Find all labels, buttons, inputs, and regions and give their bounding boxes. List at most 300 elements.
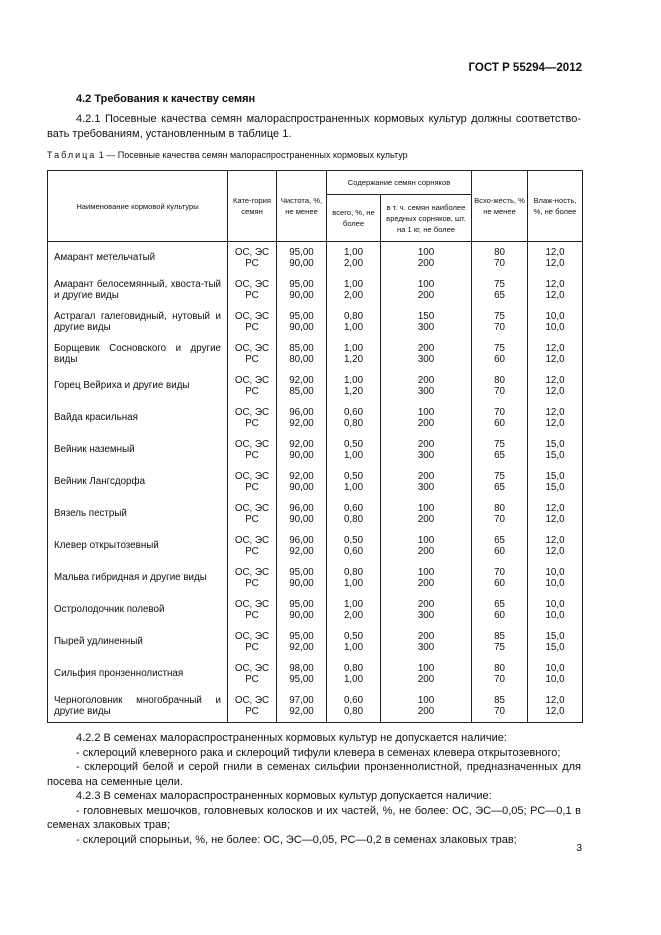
moisture-cell-value: 12,0 <box>545 290 565 301</box>
germination-cell-value: 60 <box>494 578 505 589</box>
category-cell-value: РС <box>245 386 259 397</box>
purity-cell <box>277 434 327 466</box>
purity-cell <box>277 626 327 658</box>
weeds-total-cell-value: 1,00 <box>343 482 364 493</box>
moisture-cell <box>528 690 583 723</box>
germination-cell-value: 75 <box>494 470 505 482</box>
purity-cell-value: 95,00 <box>289 630 314 642</box>
moisture-cell-value: 10,0 <box>545 566 565 578</box>
crop-name-cell: Вейник Лангсдорфа <box>48 466 228 498</box>
moisture-cell-value: 12,0 <box>545 354 565 365</box>
category-cell-value: РС <box>245 450 259 461</box>
germination-cell <box>472 690 528 723</box>
weeds-harmful-cell-value: 100 <box>417 662 435 674</box>
category-cell-value: РС <box>245 514 259 525</box>
weeds-total-cell <box>327 530 381 562</box>
intro-paragraph: 4.2.1 Посевные качества семян малораспространенных кормовых культур должны соответство-вать требованиям, установленным в таблице 1. <box>47 113 581 140</box>
category-cell <box>228 594 277 626</box>
weeds-harmful-cell <box>381 626 472 658</box>
germination-cell-value: 65 <box>494 290 505 301</box>
weeds-total-cell-value: 1,00 <box>343 674 364 685</box>
weeds-total-cell <box>327 242 381 275</box>
purity-cell-value: 80,00 <box>289 354 314 365</box>
purity-cell-value: 85,00 <box>289 386 314 397</box>
germination-cell-value: 65 <box>494 450 505 461</box>
moisture-cell-value: 12,0 <box>545 258 565 269</box>
purity-cell-value: 96,00 <box>289 502 314 514</box>
weeds-total-cell <box>327 434 381 466</box>
germination-cell-value: 70 <box>494 386 505 397</box>
moisture-cell-value: 10,0 <box>545 598 565 610</box>
weeds-harmful-cell-value: 100 <box>417 246 435 258</box>
category-cell-value: ОС, ЭС <box>234 278 270 290</box>
weeds-total-cell <box>327 594 381 626</box>
weeds-total-cell-value: 0,80 <box>343 706 364 717</box>
weeds-harmful-cell <box>381 466 472 498</box>
crop-name-cell: Борщевик Сосновского и другие виды <box>48 338 228 370</box>
weeds-total-cell-value: 1,00 <box>343 322 364 333</box>
section-title: 4.2 Требования к качеству семян <box>76 93 256 105</box>
weeds-harmful-cell-value: 100 <box>417 534 435 546</box>
moisture-cell-value: 15,0 <box>545 630 565 642</box>
weeds-total-cell <box>327 466 381 498</box>
crop-name-cell: Сильфия пронзеннолистная <box>48 658 228 690</box>
germination-cell <box>472 562 528 594</box>
requirement-paragraph: 4.2.3 В семенах малораспространенных кормовых культур допускается наличие: <box>76 790 492 802</box>
seed-quality-table <box>47 170 583 723</box>
germination-cell-value: 70 <box>494 674 505 685</box>
weeds-total-cell <box>327 498 381 530</box>
category-cell-value: РС <box>245 322 259 333</box>
purity-cell-value: 95,00 <box>289 598 314 610</box>
crop-name-cell: Пырей удлиненный <box>48 626 228 658</box>
category-cell-value: РС <box>245 290 259 301</box>
weeds-total-cell-value: 1,00 <box>343 598 364 610</box>
purity-cell <box>277 594 327 626</box>
weeds-harmful-cell-value: 100 <box>417 502 435 514</box>
category-cell <box>228 658 277 690</box>
germination-cell <box>472 626 528 658</box>
weeds-harmful-cell <box>381 242 472 275</box>
moisture-cell-value: 12,0 <box>545 246 565 258</box>
weeds-total-cell-value: 1,00 <box>343 450 364 461</box>
moisture-cell-value: 12,0 <box>545 406 565 418</box>
table-row <box>48 242 583 275</box>
purity-cell <box>277 530 327 562</box>
germination-cell-value: 70 <box>494 406 505 418</box>
purity-cell <box>277 562 327 594</box>
category-cell <box>228 626 277 658</box>
weeds-total-cell <box>327 370 381 402</box>
table-row <box>48 338 583 370</box>
purity-cell-value: 90,00 <box>289 578 314 589</box>
germination-cell <box>472 274 528 306</box>
weeds-harmful-cell-value: 200 <box>417 290 435 301</box>
crop-name-cell: Черноголовник многобрачный и другие виды <box>48 690 228 723</box>
purity-cell-value: 85,00 <box>289 342 314 354</box>
purity-cell-value: 92,00 <box>289 642 314 653</box>
germination-cell <box>472 658 528 690</box>
col-header-germination: Всхо-жесть, % не менее <box>472 171 528 242</box>
weeds-total-cell-value: 0,50 <box>343 438 364 450</box>
moisture-cell-value: 10,0 <box>545 322 565 333</box>
moisture-cell-value: 10,0 <box>545 610 565 621</box>
weeds-harmful-cell-value: 100 <box>417 406 435 418</box>
germination-cell-value: 60 <box>494 546 505 557</box>
table-caption-text: 1 — Посевные качества семян малораспространенных кормовых культур <box>96 150 408 160</box>
weeds-total-cell-value: 2,00 <box>343 258 364 269</box>
purity-cell-value: 92,00 <box>289 374 314 386</box>
moisture-cell-value: 10,0 <box>545 662 565 674</box>
category-cell-value: РС <box>245 546 259 557</box>
category-cell-value: ОС, ЭС <box>234 534 270 546</box>
weeds-total-cell <box>327 690 381 723</box>
category-cell-value: ОС, ЭС <box>234 470 270 482</box>
weeds-harmful-cell-value: 200 <box>417 342 435 354</box>
moisture-cell-value: 12,0 <box>545 546 565 557</box>
germination-cell <box>472 530 528 562</box>
weeds-total-cell <box>327 274 381 306</box>
category-cell <box>228 562 277 594</box>
moisture-cell-value: 12,0 <box>545 514 565 525</box>
purity-cell <box>277 498 327 530</box>
weeds-total-cell-value: 0,50 <box>343 630 364 642</box>
weeds-harmful-cell-value: 200 <box>417 418 435 429</box>
germination-cell-value: 70 <box>494 514 505 525</box>
weeds-total-cell <box>327 562 381 594</box>
weeds-harmful-cell-value: 100 <box>417 694 435 706</box>
weeds-harmful-cell-value: 300 <box>417 642 435 653</box>
category-cell <box>228 530 277 562</box>
purity-cell <box>277 466 327 498</box>
requirement-paragraph: 4.2.2 В семенах малораспространенных кормовых культур не допускается наличие: <box>76 732 507 744</box>
weeds-harmful-cell-value: 200 <box>417 578 435 589</box>
category-cell-value: РС <box>245 418 259 429</box>
category-cell-value: ОС, ЭС <box>234 374 270 386</box>
weeds-harmful-cell <box>381 306 472 338</box>
requirement-paragraph: - головневых мешочков, головневых колосков и их частей, %, не более: ОС, ЭС—0,05; РС—0,1 в семенах злаковых трав; <box>47 804 581 831</box>
moisture-cell <box>528 338 583 370</box>
weeds-total-cell <box>327 626 381 658</box>
weeds-harmful-cell-value: 200 <box>417 630 435 642</box>
category-cell <box>228 690 277 723</box>
moisture-cell-value: 12,0 <box>545 278 565 290</box>
category-cell-value: РС <box>245 610 259 621</box>
category-cell-value: ОС, ЭС <box>234 630 270 642</box>
requirement-paragraph: - склероций белой и серой гнили в семенах сильфии пронзеннолистной, предназначенных для посева на семенные цели. <box>47 761 581 788</box>
germination-cell-value: 75 <box>494 342 505 354</box>
weeds-harmful-cell <box>381 370 472 402</box>
purity-cell-value: 90,00 <box>289 610 314 621</box>
weeds-total-cell-value: 1,20 <box>343 386 364 397</box>
moisture-cell-value: 10,0 <box>545 674 565 685</box>
moisture-cell <box>528 306 583 338</box>
germination-cell-value: 70 <box>494 258 505 269</box>
category-cell-value: РС <box>245 642 259 653</box>
purity-cell-value: 90,00 <box>289 482 314 493</box>
weeds-harmful-cell-value: 300 <box>417 322 435 333</box>
weeds-total-cell-value: 1,20 <box>343 354 364 365</box>
purity-cell-value: 92,00 <box>289 706 314 717</box>
moisture-cell-value: 15,0 <box>545 450 565 461</box>
purity-cell-value: 95,00 <box>289 566 314 578</box>
germination-cell <box>472 434 528 466</box>
weeds-harmful-cell <box>381 690 472 723</box>
germination-cell-value: 65 <box>494 534 505 546</box>
table-row <box>48 466 583 498</box>
table-row <box>48 658 583 690</box>
weeds-total-cell <box>327 338 381 370</box>
purity-cell-value: 97,00 <box>289 694 314 706</box>
crop-name-cell: Клевер открытозевный <box>48 530 228 562</box>
category-cell <box>228 274 277 306</box>
table-row <box>48 626 583 658</box>
purity-cell-value: 90,00 <box>289 450 314 461</box>
category-cell <box>228 466 277 498</box>
crop-name-cell: Амарант метельчатый <box>48 242 228 275</box>
weeds-total-cell <box>327 658 381 690</box>
purity-cell-value: 92,00 <box>289 470 314 482</box>
purity-cell-value: 90,00 <box>289 514 314 525</box>
crop-name-cell: Мальва гибридная и другие виды <box>48 562 228 594</box>
germination-cell-value: 70 <box>494 566 505 578</box>
germination-cell <box>472 306 528 338</box>
moisture-cell-value: 12,0 <box>545 534 565 546</box>
category-cell-value: ОС, ЭС <box>234 502 270 514</box>
crop-name-cell: Остролодочник полевой <box>48 594 228 626</box>
germination-cell-value: 80 <box>494 246 505 258</box>
germination-cell-value: 70 <box>494 322 505 333</box>
purity-cell <box>277 274 327 306</box>
germination-cell-value: 75 <box>494 310 505 322</box>
weeds-harmful-cell <box>381 338 472 370</box>
weeds-total-cell-value: 0,80 <box>343 662 364 674</box>
germination-cell-value: 85 <box>494 630 505 642</box>
weeds-harmful-cell-value: 300 <box>417 482 435 493</box>
crop-name-cell: Горец Вейриха и другие виды <box>48 370 228 402</box>
purity-cell-value: 92,00 <box>289 438 314 450</box>
germination-cell-value: 65 <box>494 482 505 493</box>
weeds-harmful-cell <box>381 658 472 690</box>
table-row <box>48 690 583 723</box>
moisture-cell <box>528 242 583 275</box>
weeds-harmful-cell <box>381 402 472 434</box>
category-cell-value: ОС, ЭС <box>234 662 270 674</box>
moisture-cell <box>528 498 583 530</box>
weeds-total-cell-value: 2,00 <box>343 610 364 621</box>
crop-name-cell: Астрагал галеговидный, нутовый и другие виды <box>48 306 228 338</box>
germination-cell-value: 70 <box>494 706 505 717</box>
col-header-name: Наименование кормовой культуры <box>48 171 228 242</box>
germination-cell <box>472 338 528 370</box>
moisture-cell-value: 12,0 <box>545 694 565 706</box>
germination-cell-value: 75 <box>494 642 505 653</box>
category-cell <box>228 498 277 530</box>
moisture-cell <box>528 466 583 498</box>
category-cell <box>228 434 277 466</box>
purity-cell-value: 95,00 <box>289 246 314 258</box>
weeds-harmful-cell-value: 200 <box>417 258 435 269</box>
crop-name-cell: Амарант белосемянный, хвоста-тый и другие виды <box>48 274 228 306</box>
category-cell-value: ОС, ЭС <box>234 694 270 706</box>
purity-cell-value: 96,00 <box>289 534 314 546</box>
category-cell <box>228 242 277 275</box>
category-cell <box>228 306 277 338</box>
purity-cell <box>277 306 327 338</box>
col-header-category: Кате-гория семян <box>228 171 277 242</box>
weeds-total-cell-value: 0,50 <box>343 470 364 482</box>
table-row <box>48 306 583 338</box>
category-cell-value: ОС, ЭС <box>234 246 270 258</box>
table-row <box>48 562 583 594</box>
category-cell-value: РС <box>245 578 259 589</box>
weeds-total-cell-value: 1,00 <box>343 374 364 386</box>
category-cell-value: РС <box>245 482 259 493</box>
table-caption-label: Таблица <box>47 150 97 160</box>
moisture-cell-value: 12,0 <box>545 374 565 386</box>
weeds-harmful-cell-value: 200 <box>417 374 435 386</box>
weeds-total-cell-value: 0,80 <box>343 310 364 322</box>
purity-cell-value: 95,00 <box>289 278 314 290</box>
table-row <box>48 402 583 434</box>
category-cell-value: РС <box>245 706 259 717</box>
weeds-total-cell-value: 0,60 <box>343 502 364 514</box>
germination-cell-value: 60 <box>494 418 505 429</box>
requirements-text <box>47 731 581 847</box>
crop-name-cell: Вязель пестрый <box>48 498 228 530</box>
purity-cell-value: 90,00 <box>289 258 314 269</box>
moisture-cell <box>528 530 583 562</box>
table-row <box>48 434 583 466</box>
germination-cell <box>472 370 528 402</box>
standard-header: ГОСТ Р 55294—2012 <box>468 62 582 74</box>
germination-cell-value: 60 <box>494 610 505 621</box>
weeds-harmful-cell <box>381 274 472 306</box>
category-cell-value: РС <box>245 258 259 269</box>
table-row <box>48 498 583 530</box>
category-cell-value: ОС, ЭС <box>234 566 270 578</box>
col-header-weeds-group: Содержание семян сорняков <box>327 171 472 195</box>
col-header-purity: Чистота, %, не менее <box>277 171 327 242</box>
weeds-harmful-cell-value: 100 <box>417 278 435 290</box>
weeds-harmful-cell-value: 200 <box>417 438 435 450</box>
purity-cell-value: 98,00 <box>289 662 314 674</box>
weeds-total-cell-value: 1,00 <box>343 278 364 290</box>
category-cell-value: ОС, ЭС <box>234 406 270 418</box>
purity-cell <box>277 690 327 723</box>
weeds-harmful-cell-value: 300 <box>417 610 435 621</box>
germination-cell-value: 85 <box>494 694 505 706</box>
table-row <box>48 594 583 626</box>
purity-cell-value: 95,00 <box>289 310 314 322</box>
requirement-paragraph: - склероций спорыньи, %, не более: ОС, ЭС—0,05, РС—0,2 в семенах злаковых трав; <box>76 833 517 846</box>
weeds-total-cell-value: 1,00 <box>343 578 364 589</box>
weeds-harmful-cell-value: 200 <box>417 598 435 610</box>
purity-cell-value: 96,00 <box>289 406 314 418</box>
purity-cell <box>277 338 327 370</box>
weeds-harmful-cell <box>381 498 472 530</box>
purity-cell <box>277 370 327 402</box>
moisture-cell-value: 12,0 <box>545 386 565 397</box>
weeds-total-cell-value: 2,00 <box>343 290 364 301</box>
germination-cell-value: 75 <box>494 278 505 290</box>
moisture-cell-value: 15,0 <box>545 482 565 493</box>
moisture-cell <box>528 434 583 466</box>
weeds-harmful-cell <box>381 434 472 466</box>
weeds-harmful-cell-value: 300 <box>417 386 435 397</box>
weeds-harmful-cell-value: 100 <box>417 566 435 578</box>
purity-cell-value: 92,00 <box>289 546 314 557</box>
moisture-cell-value: 12,0 <box>545 418 565 429</box>
category-cell-value: ОС, ЭС <box>234 598 270 610</box>
moisture-cell-value: 10,0 <box>545 578 565 589</box>
weeds-harmful-cell-value: 200 <box>417 706 435 717</box>
crop-name-cell: Вайда красильная <box>48 402 228 434</box>
moisture-cell <box>528 562 583 594</box>
moisture-cell <box>528 626 583 658</box>
germination-cell <box>472 242 528 275</box>
weeds-total-cell <box>327 402 381 434</box>
weeds-total-cell-value: 0,50 <box>343 534 364 546</box>
col-header-moisture: Влаж-ность, %, не более <box>528 171 583 242</box>
weeds-total-cell-value: 0,60 <box>343 694 364 706</box>
moisture-cell-value: 15,0 <box>545 642 565 653</box>
weeds-harmful-cell-value: 200 <box>417 674 435 685</box>
germination-cell <box>472 498 528 530</box>
category-cell-value: ОС, ЭС <box>234 438 270 450</box>
moisture-cell-value: 10,0 <box>545 310 565 322</box>
category-cell-value: ОС, ЭС <box>234 310 270 322</box>
germination-cell-value: 80 <box>494 662 505 674</box>
weeds-total-cell-value: 0,80 <box>343 514 364 525</box>
col-header-weeds-total: всего, %, не более <box>327 195 381 242</box>
col-header-weeds-harmful: в т. ч. семян наиболее вредных сорняков, шт. на 1 кг, не более <box>381 195 472 242</box>
moisture-cell <box>528 402 583 434</box>
table-row <box>48 370 583 402</box>
moisture-cell-value: 15,0 <box>545 438 565 450</box>
purity-cell-value: 92,00 <box>289 418 314 429</box>
table-row <box>48 274 583 306</box>
weeds-harmful-cell-value: 200 <box>417 514 435 525</box>
weeds-harmful-cell-value: 300 <box>417 450 435 461</box>
germination-cell-value: 75 <box>494 438 505 450</box>
requirement-paragraph: - склероций клеверного рака и склероций тифули клевера в семенах клевера открытозевного; <box>76 746 561 759</box>
germination-cell-value: 65 <box>494 598 505 610</box>
moisture-cell <box>528 594 583 626</box>
purity-cell-value: 90,00 <box>289 290 314 301</box>
table-caption <box>47 150 408 160</box>
weeds-total-cell-value: 1,00 <box>343 342 364 354</box>
table-row <box>48 530 583 562</box>
germination-cell-value: 60 <box>494 354 505 365</box>
germination-cell-value: 80 <box>494 374 505 386</box>
moisture-cell-value: 12,0 <box>545 342 565 354</box>
purity-cell <box>277 658 327 690</box>
category-cell <box>228 402 277 434</box>
weeds-total-cell-value: 0,80 <box>343 566 364 578</box>
purity-cell <box>277 402 327 434</box>
weeds-harmful-cell-value: 300 <box>417 354 435 365</box>
purity-cell-value: 90,00 <box>289 322 314 333</box>
weeds-total-cell-value: 0,80 <box>343 418 364 429</box>
moisture-cell-value: 15,0 <box>545 470 565 482</box>
category-cell <box>228 338 277 370</box>
weeds-total-cell-value: 0,60 <box>343 406 364 418</box>
category-cell-value: РС <box>245 674 259 685</box>
germination-cell <box>472 594 528 626</box>
moisture-cell-value: 12,0 <box>545 706 565 717</box>
weeds-harmful-cell <box>381 530 472 562</box>
